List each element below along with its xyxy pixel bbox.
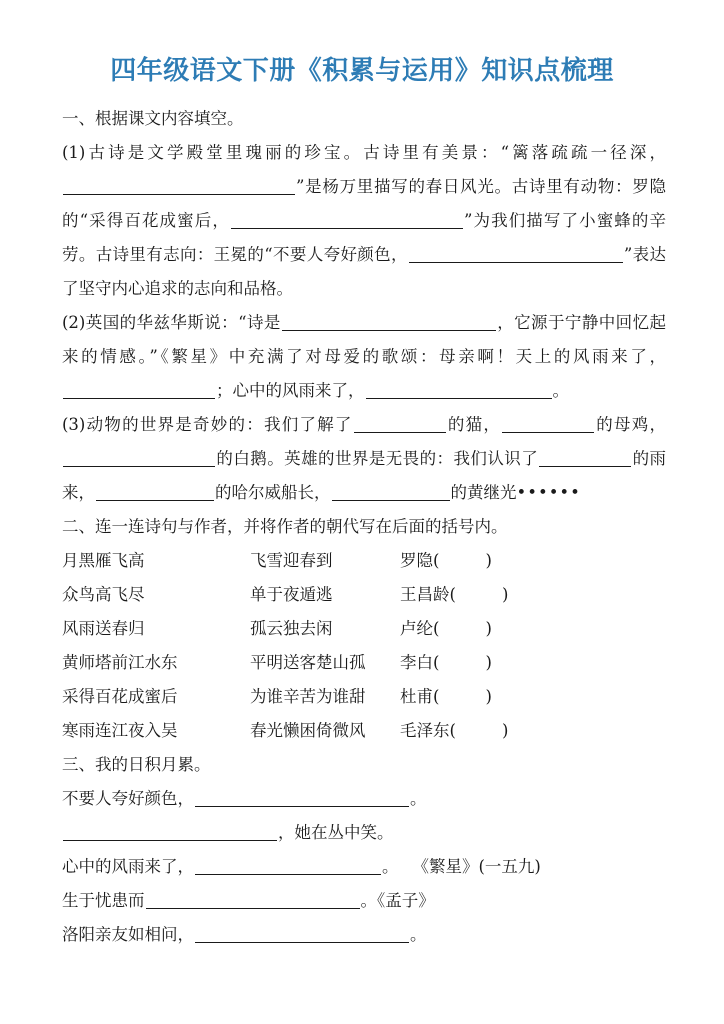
table-row[interactable]: [62, 612, 666, 646]
paren-close: ): [501, 585, 509, 604]
item1-text-3: ”为我们描写了小蜜蜂的辛劳。古诗里有志向：王冕的“不要人夸好颜色，: [62, 211, 667, 264]
acc4-text-b: 。《孟子》: [360, 891, 435, 910]
paren-open: (: [433, 687, 440, 706]
item1-label: (1): [62, 143, 86, 162]
item3-text-5: 的雨来，: [62, 449, 667, 502]
table-row[interactable]: [62, 578, 666, 612]
paren-open: (: [433, 653, 440, 672]
section-one-heading: 一、根据课文内容填空。: [62, 109, 244, 128]
poem-line-a[interactable]: 寒雨连江夜入吴: [62, 721, 178, 740]
author-cell[interactable]: [400, 646, 666, 680]
item2-text-3: ；心中的风雨来了，: [216, 381, 365, 400]
item1-text-1: 古诗是文学殿堂里瑰丽的珍宝。古诗里有美景：“篱落疏疏一径深，: [85, 143, 666, 162]
paren-close: ): [485, 653, 492, 672]
poem-line-a[interactable]: 风雨送春归: [62, 619, 145, 638]
item3-text-3: 的母鸡，: [595, 415, 666, 434]
accumulation-line-1: [62, 782, 666, 816]
item3-label: (3): [62, 415, 86, 434]
paren-open: (: [433, 619, 440, 638]
poem-line-a[interactable]: 采得百花成蜜后: [62, 687, 178, 706]
item2-text-1: 英国的华兹华斯说：“诗是: [85, 313, 281, 332]
poem-line-b[interactable]: 为谁辛苦为谁甜: [250, 687, 366, 706]
fill-blank-7[interactable]: [354, 415, 446, 433]
fill-blank-15[interactable]: [195, 857, 381, 875]
fill-blank-2[interactable]: [231, 211, 463, 229]
fill-blank-10[interactable]: [539, 449, 631, 467]
section-one-item-1: [62, 136, 666, 306]
fill-blank-8[interactable]: [502, 415, 594, 433]
author-cell[interactable]: [400, 714, 666, 748]
table-row[interactable]: [62, 646, 666, 680]
poem-line-b[interactable]: 春光懒困倚微风: [250, 721, 366, 740]
document-body: [62, 102, 666, 952]
fill-blank-12[interactable]: [332, 483, 450, 501]
section-three-heading: 三、我的日积月累。: [62, 755, 211, 774]
table-row[interactable]: [62, 680, 666, 714]
item2-text-2: ，它源于宁静中回忆起来的情感。”《繁星》中充满了对母爱的歌颂：母亲啊！天上的风雨来了，: [62, 313, 667, 366]
section-one-item-3: [62, 408, 666, 510]
poem-author-matching-table: [62, 544, 666, 748]
paren-open: (: [449, 585, 456, 604]
acc5-text-b: 。: [410, 925, 427, 944]
accumulation-line-2: [62, 816, 666, 850]
page-title: 四年级语文下册《积累与运用》知识点梳理: [110, 56, 614, 86]
fill-blank-9[interactable]: [63, 449, 215, 467]
accumulation-line-5: [62, 918, 666, 952]
table-row[interactable]: [62, 544, 666, 578]
poem-line-a[interactable]: 黄师塔前江水东: [62, 653, 178, 672]
poem-line-b[interactable]: 飞雪迎春到: [250, 551, 333, 570]
author-name: 杜甫: [400, 687, 433, 706]
section-one-item-2: [62, 306, 666, 408]
poem-line-b[interactable]: 孤云独去闲: [250, 619, 333, 638]
fill-blank-11[interactable]: [96, 483, 214, 501]
paren-close: ): [485, 619, 492, 638]
section-two-heading: 二、连一连诗句与作者，并将作者的朝代写在后面的括号内。: [62, 517, 508, 536]
paren-open: (: [449, 721, 456, 740]
fill-blank-4[interactable]: [282, 313, 496, 331]
fill-blank-16[interactable]: [146, 891, 360, 909]
fill-blank-17[interactable]: [195, 925, 409, 943]
acc5-text-a: 洛阳亲友如相问，: [62, 925, 194, 944]
paren-close: ): [501, 721, 509, 740]
paren-open: (: [433, 551, 440, 570]
item3-text-4: 的白鹅。英雄的世界是无畏的：我们认识了: [216, 449, 539, 468]
paren-close: ): [485, 551, 492, 570]
item1-text-2: ”是杨万里描写的春日风光。古诗里有动物：罗隐的“采得百花成蜜后，: [62, 177, 666, 230]
fill-blank-14[interactable]: [63, 823, 277, 841]
item3-text-1: 动物的世界是奇妙的：我们了解了: [85, 415, 353, 434]
fill-blank-1[interactable]: [63, 177, 295, 195]
acc3-text-b: 。: [382, 857, 399, 876]
chinese-ellipsis: ••••••: [516, 483, 581, 502]
author-name: 李白: [400, 653, 433, 672]
acc2-text-a: ，她在丛中笑。: [278, 823, 394, 842]
item3-text-6: 的哈尔威船长，: [215, 483, 331, 502]
author-cell[interactable]: [400, 578, 666, 612]
accumulation-line-3: [62, 850, 666, 884]
item2-label: (2): [62, 313, 86, 332]
paren-close: ): [485, 687, 492, 706]
acc1-text-b: 。: [410, 789, 427, 808]
table-row[interactable]: [62, 714, 666, 748]
fill-blank-5[interactable]: [63, 381, 215, 399]
poem-line-a[interactable]: 众鸟高飞尽: [62, 585, 145, 604]
source-citation: 《繁星》(一五九): [412, 857, 541, 876]
author-cell[interactable]: [400, 544, 666, 578]
accumulation-line-4: [62, 884, 666, 918]
poem-line-b[interactable]: 平明送客楚山孤: [250, 653, 366, 672]
item1-text-4: ”表达了坚守内心追求的志向和品格。: [62, 245, 667, 298]
fill-blank-13[interactable]: [195, 789, 409, 807]
author-cell[interactable]: [400, 680, 666, 714]
poem-line-b[interactable]: 单于夜遁逃: [250, 585, 333, 604]
acc1-text-a: 不要人夸好颜色，: [62, 789, 194, 808]
item3-text-2: 的猫，: [446, 415, 502, 434]
author-cell[interactable]: [400, 612, 666, 646]
acc3-text-a: 心中的风雨来了，: [62, 857, 194, 876]
fill-blank-6[interactable]: [366, 381, 552, 399]
fill-blank-3[interactable]: [409, 245, 623, 263]
author-name: 卢纶: [400, 619, 433, 638]
poem-line-a[interactable]: 月黑雁飞高: [62, 551, 145, 570]
author-name: 毛泽东: [400, 721, 450, 740]
author-name: 罗隐: [400, 551, 433, 570]
author-name: 王昌龄: [400, 585, 450, 604]
item2-text-4: 。: [552, 381, 569, 400]
acc4-text-a: 生于忧患而: [62, 891, 145, 910]
item3-text-7: 的黄继光: [450, 483, 517, 502]
